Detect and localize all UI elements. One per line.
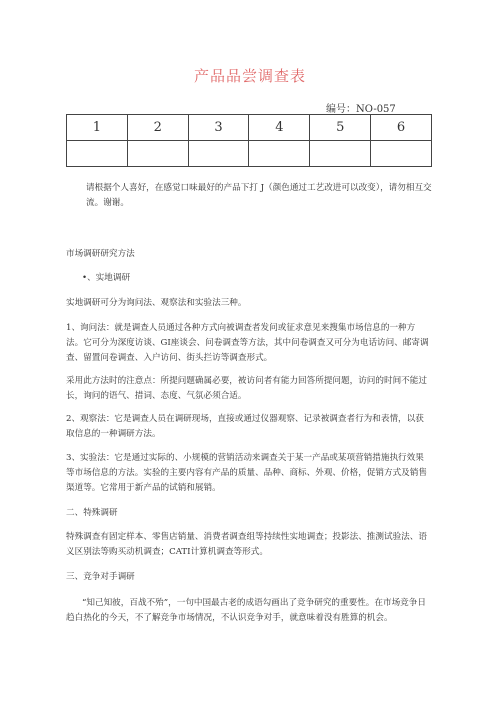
header-cell-3: 3 xyxy=(188,115,249,141)
blank-cell[interactable] xyxy=(67,141,128,167)
paragraph-special: 特殊调查有固定样本、零售店销量、消费者调查组等持续性实地调查；投影法、推测试验法、语义区别法等购买动机调查；CATI计算机调查等形式。 xyxy=(66,532,427,557)
form-code: 编号：NO-057 xyxy=(326,104,396,115)
page-title: 产品品尝调查表 xyxy=(193,67,306,85)
paragraph-observation: 2、观察法：它是调查人员在调研现场，直接或通过仪器观察、记录被调查者行为和表情，以获取信息的一种调研方法。 xyxy=(66,414,424,439)
section-heading: 市场调研研究方法 xyxy=(66,249,135,259)
subheading-field-research: •、实地调研 xyxy=(82,273,131,283)
header-cell-6: 6 xyxy=(371,115,432,141)
tasting-table xyxy=(66,114,432,167)
header-cell-4: 4 xyxy=(249,115,310,141)
subheading-special: 二、特殊调研 xyxy=(66,508,118,518)
instruction-text: 请根据个人喜好，在感觉口味最好的产品下打 J（颜色通过工艺改进可以改变），请勿相互交流。谢谢。 xyxy=(86,183,432,208)
paragraph-notes: 采用此方法时的注意点：所提问题确属必要，被访问者有能力回答所提问题，访问的时间不能过长，询问的语气、措词、态度、气氛必须合适。 xyxy=(66,376,427,401)
header-cell-1: 1 xyxy=(67,115,128,141)
blank-cell[interactable] xyxy=(310,141,371,167)
paragraph-experiment: 3、实验法：它是通过实际的、小规模的营销活动来调查关于某一产品或某项营销措施执行效果等市场信息的方法。实验的主要内容有产品的质量、品种、商标、外观、价格，促销方式及销售渠道等。它常用于新产品的试销和展销。 xyxy=(66,453,427,493)
table-header-row xyxy=(67,115,432,141)
blank-cell[interactable] xyxy=(188,141,249,167)
paragraph-inquiry: 1、询问法：就是调查人员通过各种方式向被调查者发问或征求意见来搜集市场信息的一种方法。它可分为深度访谈、GI座谈会、问卷调查等方法，其中问卷调查又可分为电话访问、邮寄调查、留置问卷调查、入户访问、街头拦访等调查形式。 xyxy=(66,323,429,363)
blank-cell[interactable] xyxy=(127,141,188,167)
paragraph-competitor: “知己知彼，百战不殆”，一句中国最古老的成语勾画出了竞争研究的重要性。在市场竞争日趋白热化的今天，不了解竞争市场情况，不认识竞争对手，就意味着没有胜算的机会。 xyxy=(66,598,426,623)
header-cell-2: 2 xyxy=(127,115,188,141)
blank-cell[interactable] xyxy=(249,141,310,167)
table-blank-row xyxy=(67,141,432,167)
header-cell-5: 5 xyxy=(310,115,371,141)
paragraph-field-research: 实地调研可分为询问法、观察法和实验法三种。 xyxy=(66,298,247,308)
blank-cell[interactable] xyxy=(371,141,432,167)
subheading-competitor: 三、竞争对手调研 xyxy=(66,572,135,582)
